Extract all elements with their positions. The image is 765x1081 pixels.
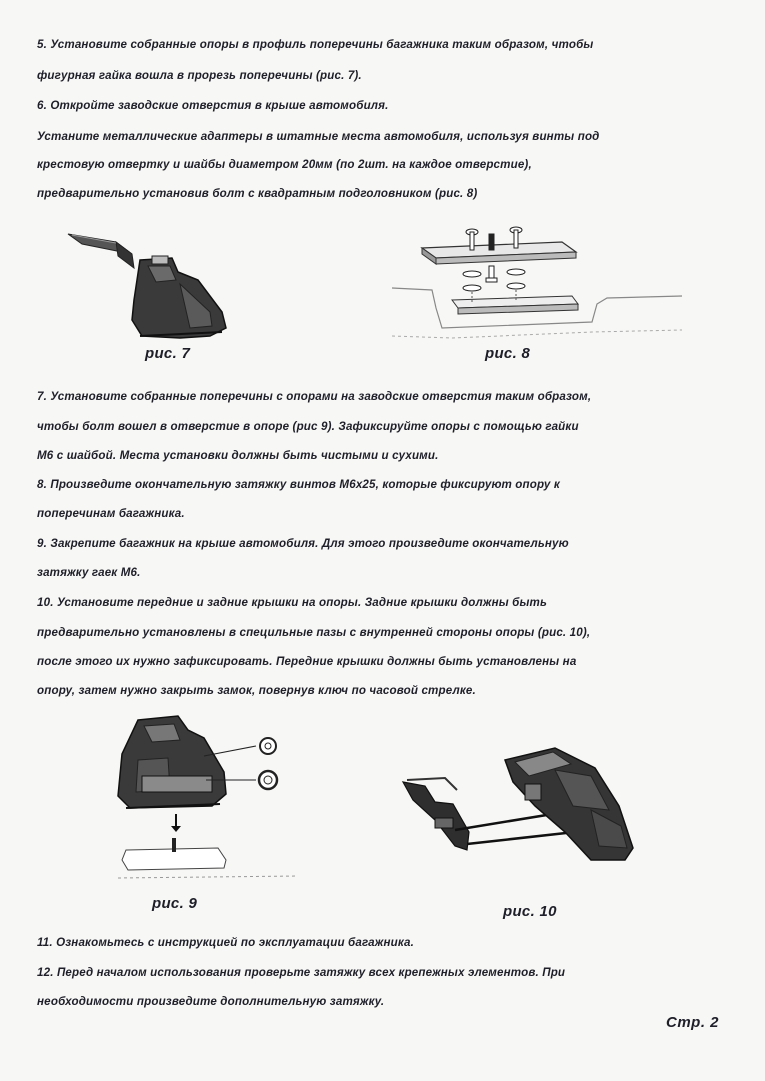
text-line: предварительно установив болт с квадратным подголовником (рис. 8) (37, 187, 478, 200)
figure-7-support-mount (60, 220, 250, 350)
figure-8-adapter-install (392, 218, 692, 348)
support-on-crossbar-illustration (60, 220, 250, 350)
front-rear-covers-illustration (395, 740, 645, 870)
text-line: М6 с шайбой. Места установки должны быть чистыми и сухими. (37, 449, 439, 462)
figure-9-support-on-adapter (108, 710, 308, 895)
figure-10-covers-install (395, 740, 645, 870)
text-line: фигурная гайка вошла в прорезь поперечины (рис. 7). (37, 69, 362, 82)
text-line: 12. Перед началом использования проверьте затяжку всех крепежных элементов. При (37, 966, 566, 979)
text-line: крестовую отвертку и шайбы диаметром 20мм (по 2шт. на каждое отверстие), (37, 158, 532, 171)
text-line: затяжку гаек М6. (37, 566, 141, 579)
text-line: чтобы болт вошел в отверстие в опоре (рис 9). Зафиксируйте опоры с помощью гайки (37, 420, 579, 433)
figure-9-caption: рис. 9 (152, 895, 198, 912)
figure-8-caption: рис. 8 (485, 345, 531, 362)
adapter-and-bolts-illustration (392, 218, 692, 348)
text-line: поперечинам багажника. (37, 507, 185, 520)
text-line: 5. Установите собранные опоры в профиль поперечины багажника таким образом, чтобы (37, 38, 594, 51)
text-line: опору, затем нужно закрыть замок, повернув ключ по часовой стрелке. (37, 684, 476, 697)
text-line: 10. Установите передние и задние крышки на опоры. Задние крышки должны быть (37, 596, 548, 609)
text-line: 7. Установите собранные поперечины с опорами на заводские отверстия таким образом, (37, 390, 592, 403)
text-line: 9. Закрепите багажник на крыше автомобиля. Для этого произведите окончательную (37, 537, 569, 550)
text-line: 8. Произведите окончательную затяжку винтов М6х25, которые фиксируют опору к (37, 478, 560, 491)
figure-10-caption: рис. 10 (503, 903, 557, 920)
figure-7-caption: рис. 7 (145, 345, 191, 362)
text-line: после этого их нужно зафиксировать. Передние крышки должны быть установлены на (37, 655, 577, 668)
text-line: 11. Ознакомьтесь с инструкцией по эксплуатации багажника. (37, 936, 414, 949)
text-line: Устаните металлические адаптеры в штатные места автомобиля, используя винты под (37, 130, 600, 143)
page-number: Стр. 2 (665, 1014, 719, 1031)
text-line: необходимости произведите дополнительную затяжку. (37, 995, 385, 1008)
support-and-washer-illustration (108, 710, 308, 895)
text-line: предварительно установлены в специльные пазы с внутренней стороны опоры (рис. 10), (37, 626, 591, 639)
text-line: 6. Откройте заводские отверстия в крыше автомобиля. (37, 99, 389, 112)
